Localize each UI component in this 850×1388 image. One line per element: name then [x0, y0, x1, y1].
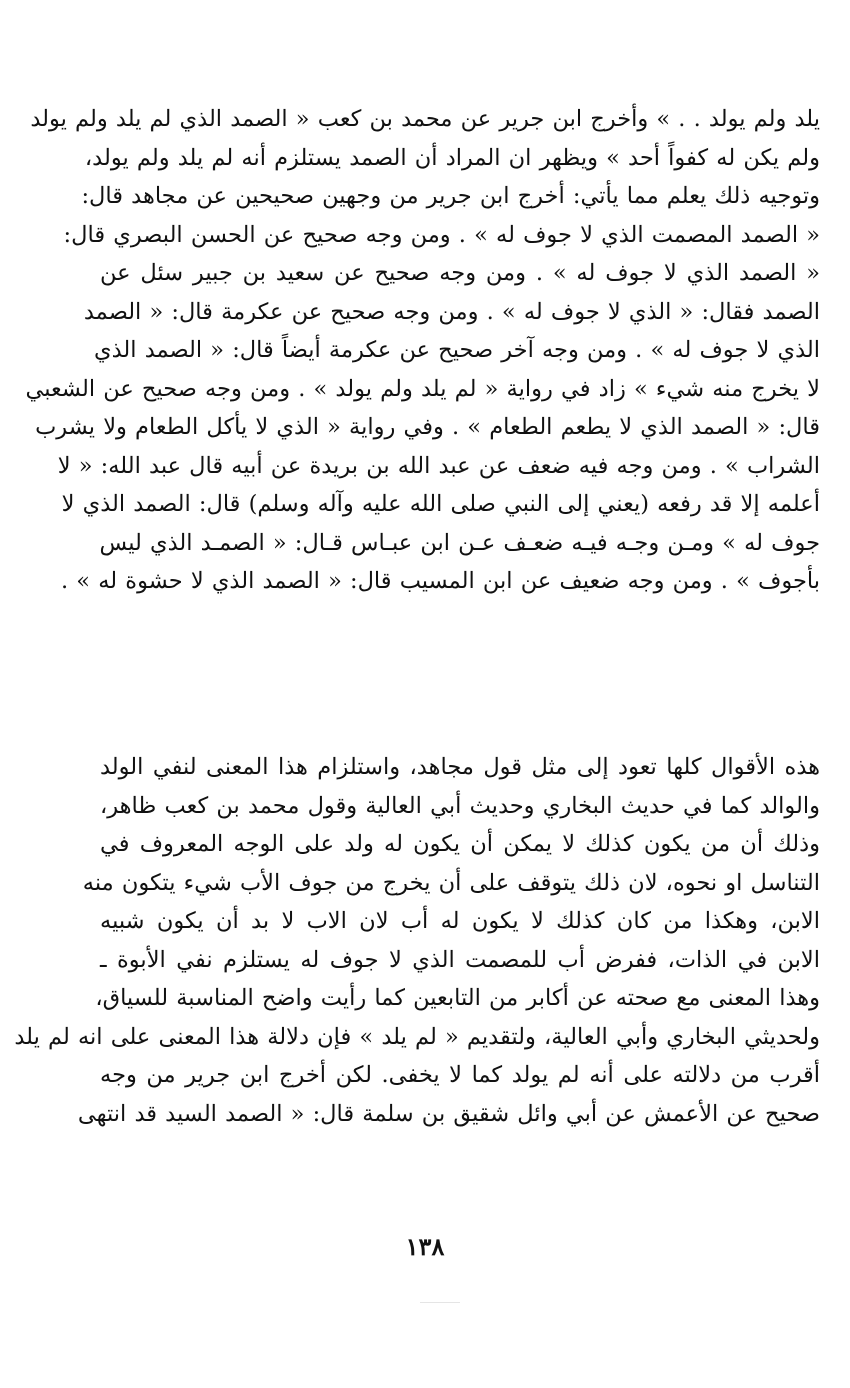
paragraph-1: [25, 100, 820, 601]
text-line: الشراب » . ومن وجه فيه ضعف عن عبد الله بن بريدة عن أبيه قال عبد الله: « لا: [57, 452, 820, 479]
text-line: « الصمد الذي لا جوف له » . ومن وجه صحيح عن سعيد بن جبير سئل عن: [100, 260, 820, 286]
text-line: هذه الأقوال كلها تعود إلى مثل قول مجاهد، واستلزام هذا المعنى لنفي الولد: [100, 754, 820, 780]
scan-artifact: [420, 1302, 460, 1303]
text-line: « الصمد المصمت الذي لا جوف له » . ومن وجه صحيح عن الحسن البصري قال:: [63, 221, 820, 248]
text-line: بأجوف » . ومن وجه ضعيف عن ابن المسيب قال: « الصمد الذي لا حشوة له » .: [61, 568, 820, 594]
page-number: ١٣٨: [405, 1232, 445, 1261]
text-line: الذي لا جوف له » . ومن وجه آخر صحيح عن عكرمة أيضاً قال: « الصمد الذي: [94, 337, 820, 363]
text-line: والوالد كما في حديث البخاري وحديث أبي العالية وقول محمد بن كعب ظاهر،: [100, 792, 820, 819]
text-line: الابن في الذات، ففرض أب للمصمت الذي لا جوف له يستلزم نفي الأبوة ـ: [100, 946, 820, 973]
paragraph-2: [14, 748, 820, 1133]
text-line: صحيح عن الأعمش عن أبي وائل شقيق بن سلمة قال: « الصمد السيد قد انتهى: [77, 1100, 820, 1127]
text-line: أقرب من دلالته على أنه لم يولد كما لا يخفى. لكن أخرج ابن جرير من وجه: [100, 1062, 820, 1088]
text-line: التناسل او نحوه، لان ذلك يتوقف على أن يخرج من جوف الأب شيء يتكون منه: [82, 869, 820, 896]
text-line: يلد ولم يولد . . » وأخرج ابن جرير عن محمد بن كعب « الصمد الذي لم يلد ولم يولد: [30, 106, 820, 132]
text-line: ولم يكن له كفواً أحد » ويظهر ان المراد أن الصمد يستلزم أنه لم يلد ولم يولد،: [84, 144, 820, 171]
text-line: الابن، وهكذا من كان كذلك لا يكون له أب لان الاب لا بد أن يكون شبيه: [100, 908, 820, 934]
text-line: وذلك أن من يكون كذلك لا يمكن أن يكون له ولد على الوجه المعروف في: [100, 831, 820, 857]
text-line: أعلمه إلا قد رفعه (يعني إلى النبي صلى الله عليه وآله وسلم) قال: الصمد الذي لا: [61, 491, 820, 517]
text-line: جوف له » ومـن وجـه فيـه ضعـف عـن ابن عبـاس قـال: « الصمـد الذي ليس: [99, 529, 820, 556]
text-line: وهذا المعنى مع صحته عن أكابر من التابعين كما رأيت واضح المناسبة للسياق،: [95, 985, 820, 1011]
text-line: الصمد فقال: « الذي لا جوف له » . ومن وجه صحيح عن عكرمة قال: « الصمد: [83, 298, 820, 325]
text-line: وتوجيه ذلك يعلم مما يأتي: أخرج ابن جرير من وجهين صحيحين عن مجاهد قال:: [81, 183, 820, 209]
text-line: قال: « الصمد الذي لا يطعم الطعام » . وفي رواية « الذي لا يأكل الطعام ولا يشرب: [35, 414, 820, 440]
text-line: ولحديثي البخاري وأبي العالية، ولتقديم « لم يلد » فإن دلالة هذا المعنى على انه لم يلد: [14, 1023, 820, 1050]
text-line: لا يخرج منه شيء » زاد في رواية « لم يلد ولم يولد » . ومن وجه صحيح عن الشعبي: [25, 375, 820, 402]
